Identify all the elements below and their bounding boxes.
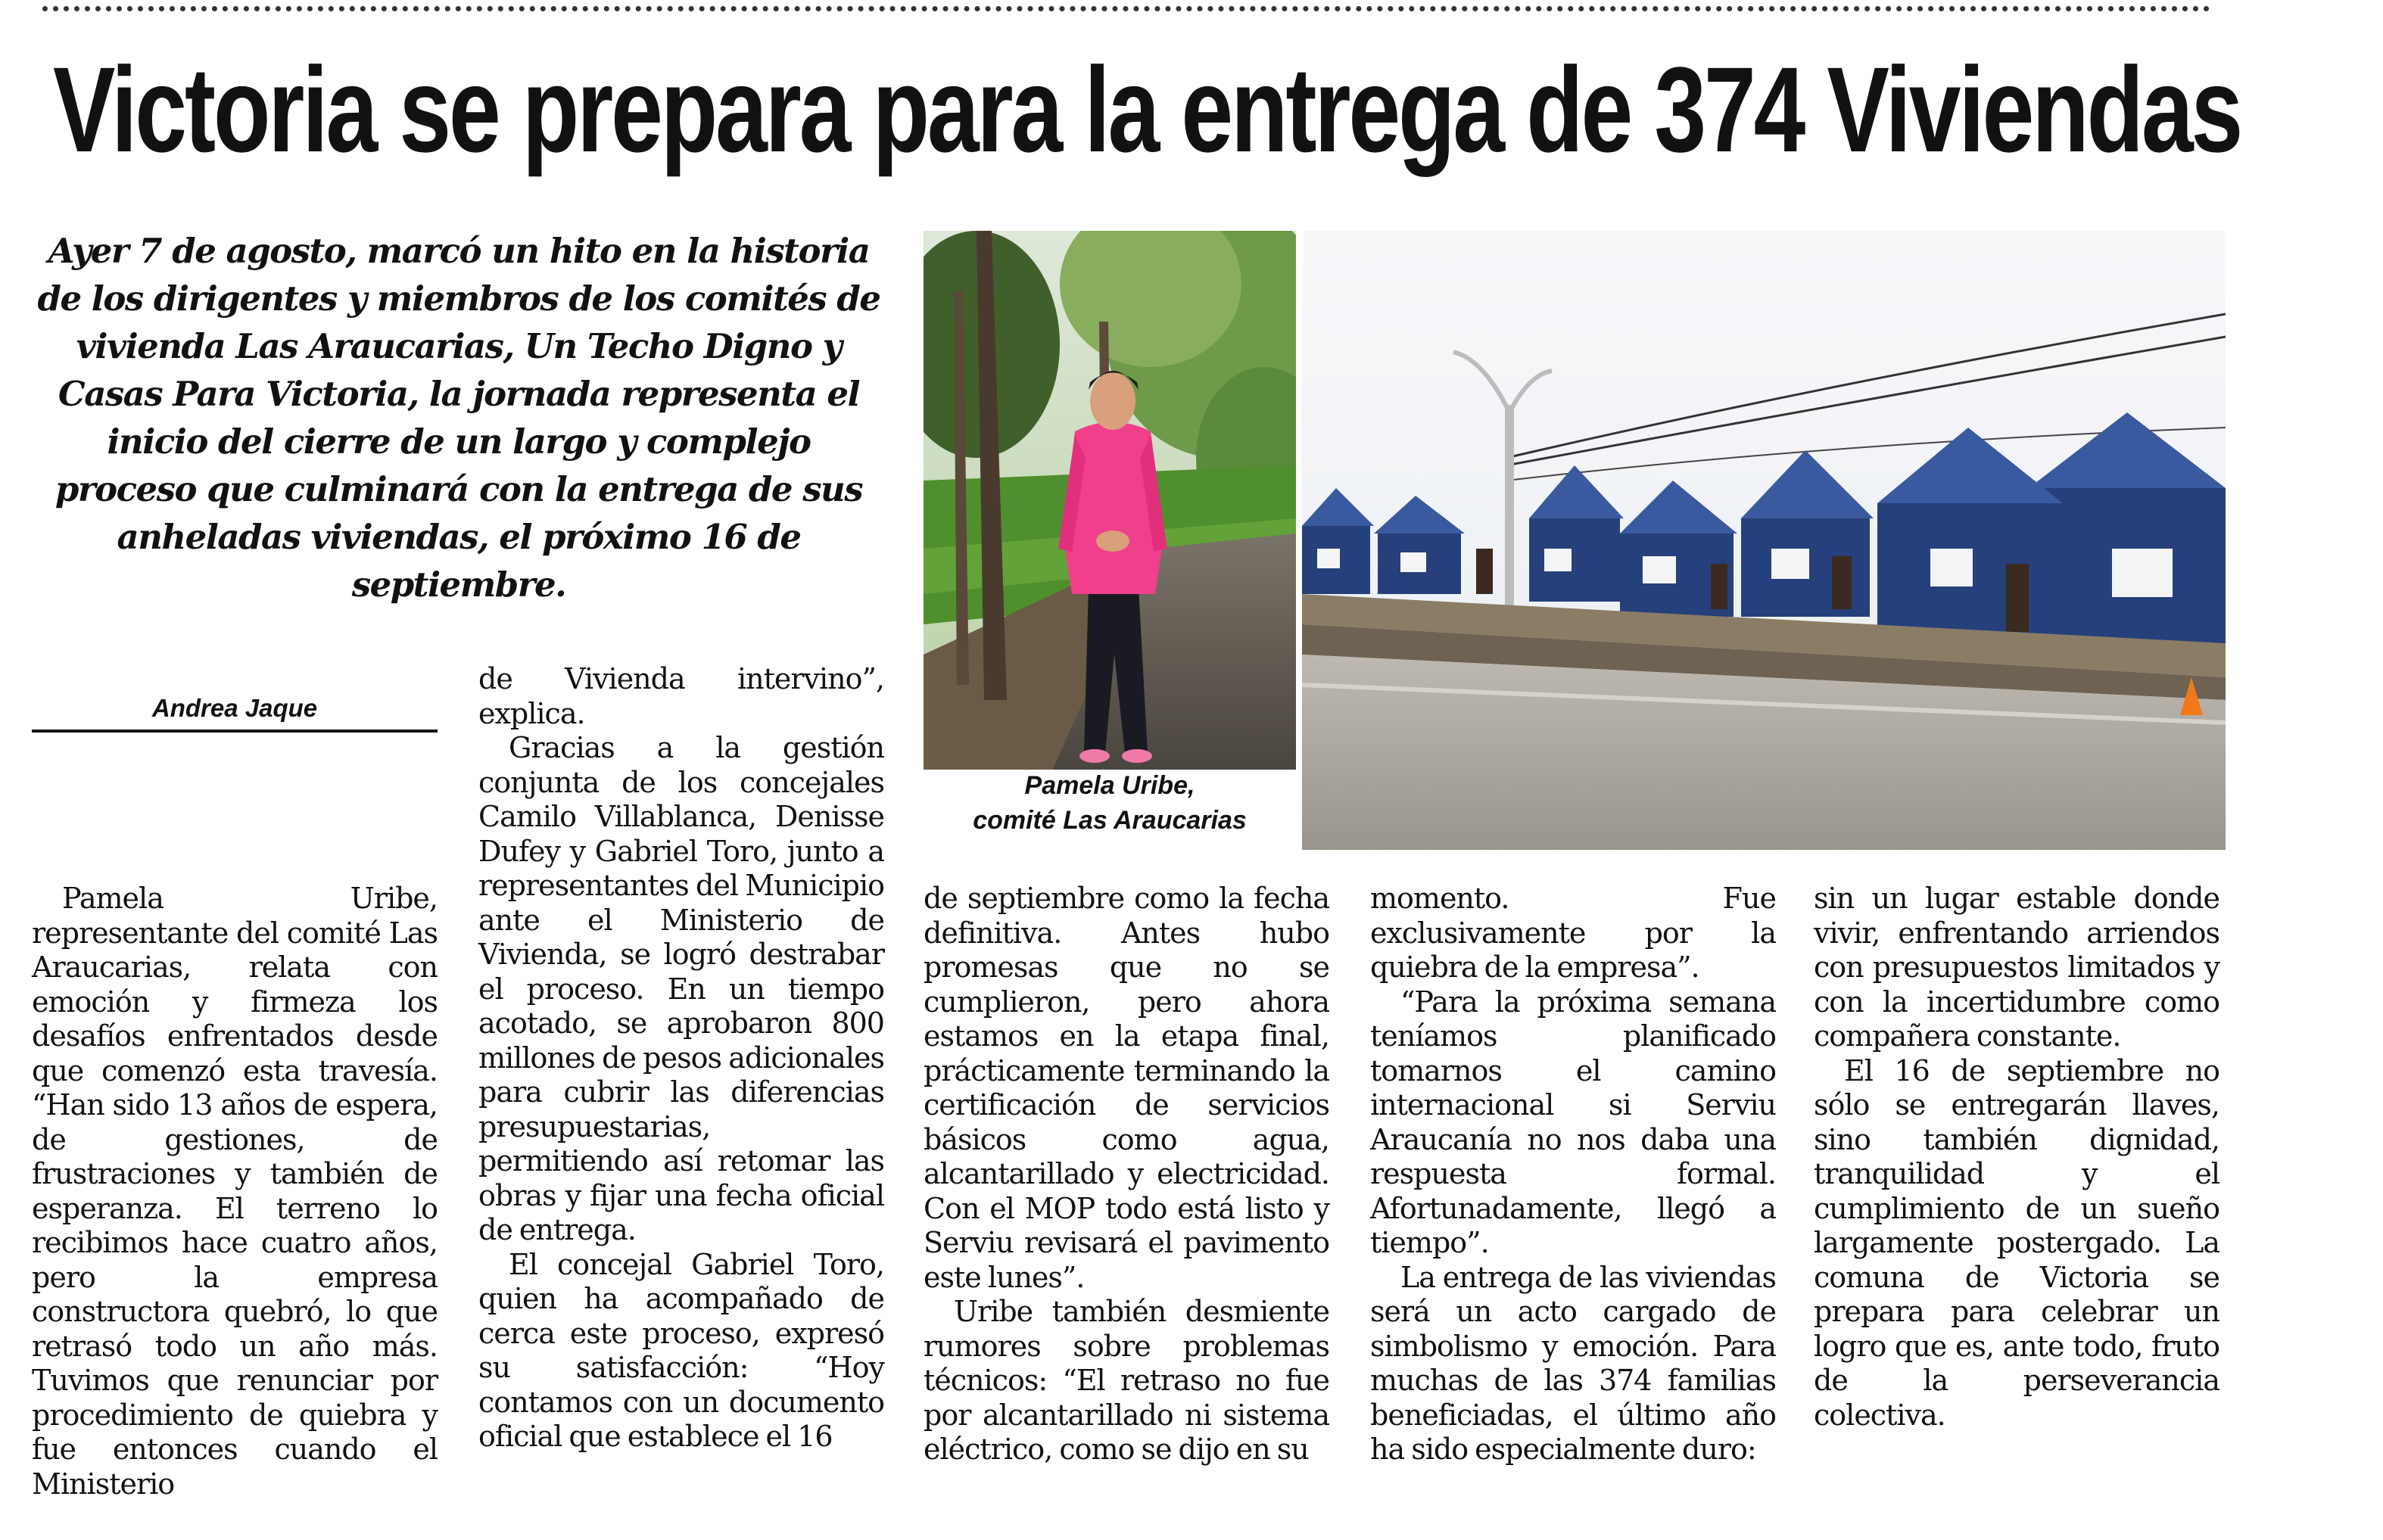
paragraph: de septiembre como la fecha definitiva. Antes hubo promesas que no se cumplieron, pero ahora estamos en la etapa final, prácticamente terminando la certificación de servicios básicos como agua, alcantarillado y electricidad. Con el MOP todo está listo y Serviu revisará el pavimento este lunes”. <box>924 882 1329 1294</box>
body-column-4 <box>1370 882 1776 1467</box>
caption-name: Pamela Uribe, <box>1024 771 1195 800</box>
paragraph: de Vivienda intervino”, explica. <box>478 662 884 730</box>
portrait-photo <box>924 231 1296 770</box>
houses-photo <box>1302 231 2226 850</box>
paragraph: Gracias a la gestión conjunta de los concejales Camilo Villablanca, Denisse Dufey y Gabriel Toro, junto a representantes del Municipio ante el Ministerio de Vivienda, se logró destrabar el proceso. En un tiempo acotado, se aprobaron 800 millones de pesos adicionales para cubrir las diferencias presupuestarias, permitiendo así retomar las obras y fijar una fecha oficial de entrega. <box>478 731 884 1246</box>
paragraph: Uribe también desmiente rumores sobre problemas técnicos: “El retraso no fue por alcantarillado ni sistema eléctrico, como se dijo en su <box>924 1295 1329 1466</box>
body-column-3 <box>924 882 1329 1467</box>
paragraph: El 16 de septiembre no sólo se entregarán llaves, sino también dignidad, tranquilidad y el cumplimiento de un sueño largamente postergado. La comuna de Victoria se prepara para celebrar un logro que es, ante todo, fruto de la perseverancia colectiva. <box>1814 1053 2219 1432</box>
headline: Victoria se prepara para la entrega de 374 Viviendas <box>53 42 2241 177</box>
paragraph: Pamela Uribe, representante del comité Las Araucarias, relata con emoción y firmeza los desafíos enfrentados desde que comenzó esta travesía. “Han sido 13 años de espera, de gestiones, de frustraciones y también de esperanza. El terreno lo recibimos hace cuatro años, pero la empresa constructora quebró, lo que retrasó todo un año más. Tuvimos que renunciar por procedimiento de quiebra y fue entonces cuando el Ministerio <box>32 882 438 1501</box>
paragraph: sin un lugar estable donde vivir, enfrentando arriendos con presupuestos limitados y con la incertidumbre como compañera constante. <box>1814 882 2219 1053</box>
body-column-5 <box>1814 882 2219 1433</box>
paragraph: “Para la próxima semana teníamos planificado tomarnos el camino internacional si Serviu Araucanía no nos daba una respuesta formal. Afortunadamente, llegó a tiempo”. <box>1370 985 1776 1259</box>
lead-paragraph: Ayer 7 de agosto, marcó un hito en la historia de los dirigentes y miembros de los comités de vivienda Las Araucarias, Un Techo Digno y Casas Para Victoria, la jornada representa el inicio del cierre de un largo y complejo proceso que culminará con la entrega de sus anheladas viviendas, el próximo 16 de septiembre. <box>37 231 880 605</box>
paragraph: momento. Fue exclusivamente por la quiebra de la empresa”. <box>1370 882 1776 984</box>
caption-committee: comité Las Araucarias <box>973 806 1247 835</box>
paragraph: El concejal Gabriel Toro, quien ha acompañado de cerca este proceso, expresó su satisfacción: “Hoy contamos con un documento oficial que establece el 16 <box>478 1247 884 1453</box>
paragraph: La entrega de las viviendas será un acto cargado de simbolismo y emoción. Para muchas de las 374 familias beneficiadas, el último año ha sido especialmente duro: <box>1370 1260 1776 1466</box>
body-column-2 <box>478 662 884 1454</box>
author-byline: Andrea Jaque <box>32 692 438 733</box>
body-column-1 <box>32 882 438 1501</box>
photo-caption <box>917 768 1302 838</box>
top-dotted-rule <box>42 6 2210 11</box>
